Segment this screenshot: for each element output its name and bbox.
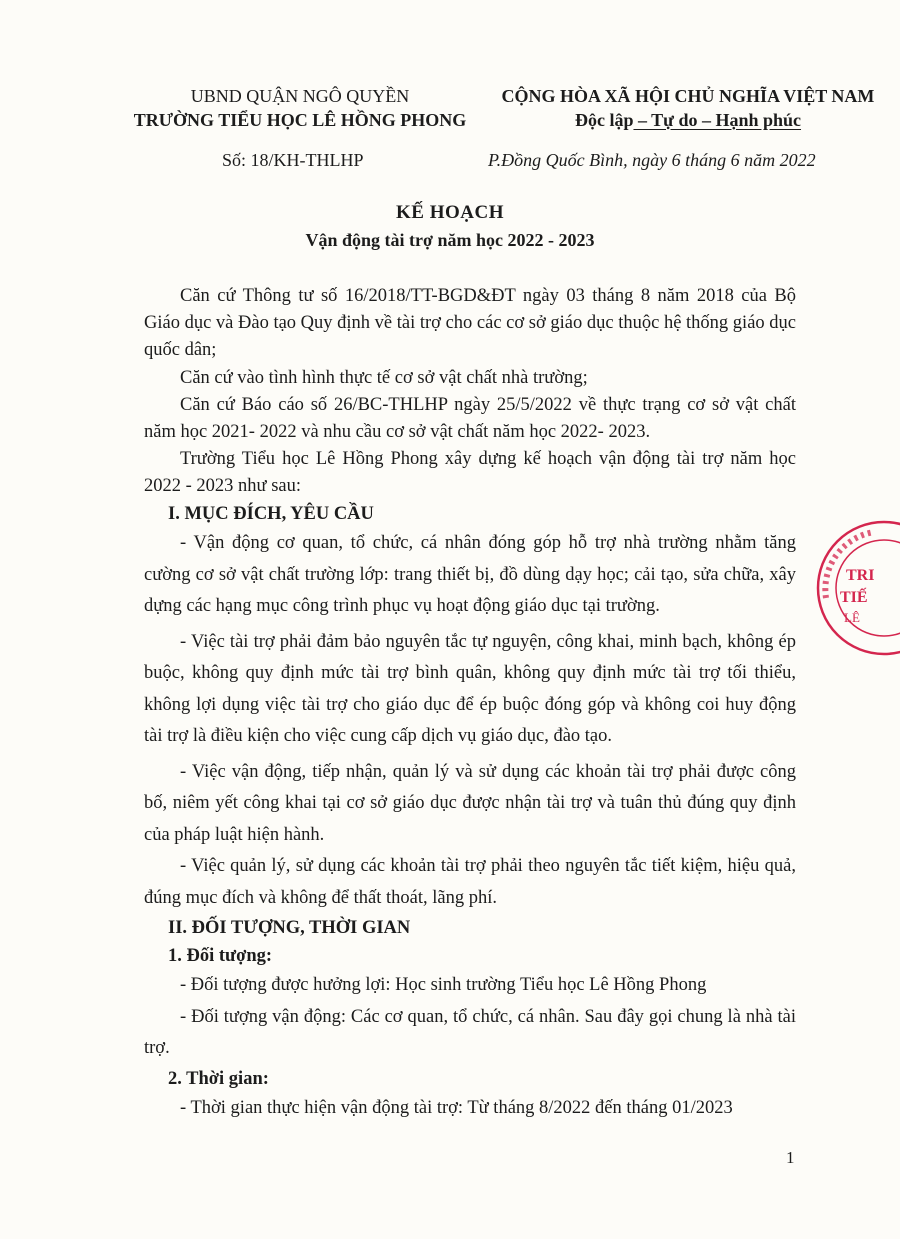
document-subtitle: Vận động tài trợ năm học 2022 - 2023 <box>305 230 595 250</box>
country-name: CỘNG HÒA XÃ HỘI CHỦ NGHĨA VIỆT NAM <box>501 86 875 106</box>
svg-text:LÊ: LÊ <box>844 610 860 625</box>
list-item: - Đối tượng vận động: Các cơ quan, tổ chức, cá nhân. Sau đây gọi chung là nhà tài trợ. <box>144 1006 796 1059</box>
document-title: KẾ HOẠCH <box>396 202 504 223</box>
list-item: - Việc quản lý, sử dụng các khoản tài trợ phải theo nguyên tắc tiết kiệm, hiệu quả, đúng mục đích và không để thất thoát, lãng phí. <box>144 856 796 908</box>
section-heading: I. MỤC ĐÍCH, YÊU CẦU <box>168 504 374 525</box>
intro-paragraph: Căn cứ Thông tư số 16/2018/TT-BGD&ĐT ngày 03 tháng 8 năm 2018 của Bộ Giáo dục và Đào tạo Quy định về tài trợ cho các cơ sở giáo dục thuộc hệ thống giáo dục quốc dân; <box>144 286 796 360</box>
list-item: - Việc tài trợ phải đảm bảo nguyên tắc tự nguyện, công khai, minh bạch, không ép buộc, không quy định mức tài trợ bình quân, không quy định mức tài trợ tối thiểu, không lợi dụng việc tài trợ cho giáo dục để ép buộc đóng góp và không coi huy động tài trợ là điều kiện cho việc cung cấp dịch vụ giáo dục, đào tạo. <box>144 631 796 747</box>
motto-part-b: – Tự do – Hạnh phúc <box>633 110 802 130</box>
intro-paragraph: Trường Tiểu học Lê Hồng Phong xây dựng kế hoạch vận động tài trợ năm học 2022 - 2023 như sau: <box>144 449 796 497</box>
list-item: - Vận động cơ quan, tổ chức, cá nhân đóng góp hỗ trợ nhà trường nhằm tăng cường cơ sở vật chất trường lớp: trang thiết bị, đồ dùng dạy học; cải tạo, sửa chữa, xây dựng các hạng mục công trình phục vụ hoạt động giáo dục tại trường. <box>144 533 796 617</box>
section-heading: II. ĐỐI TƯỢNG, THỜI GIAN <box>168 918 411 939</box>
district-committee: UBND QUẬN NGÔ QUYỀN <box>190 86 410 106</box>
national-motto <box>478 84 898 132</box>
subsection-heading: 2. Thời gian: <box>168 1068 269 1089</box>
intro-paragraph: Căn cứ vào tình hình thực tế cơ sở vật chất nhà trường; <box>180 368 588 388</box>
list-item: - Đối tượng được hưởng lợi: Học sinh trường Tiểu học Lê Hồng Phong <box>180 975 707 996</box>
svg-text:TRI: TRI <box>846 567 875 584</box>
school-name <box>120 108 480 132</box>
issuing-authority <box>120 84 480 132</box>
subsection-heading: 1. Đối tượng: <box>168 946 273 967</box>
official-seal-icon <box>814 518 900 658</box>
motto-part-a: Độc lập <box>574 110 634 130</box>
intro-paragraph: Căn cứ Báo cáo số 26/BC-THLHP ngày 25/5/2022 về thực trạng cơ sở vật chất năm học 2021- 2022 và nhu cầu cơ sở vật chất năm học 2022- 2023. <box>144 395 796 443</box>
document-body <box>144 283 796 1124</box>
school-name-text: TRƯỜNG TIỂU HỌC LÊ HỒNG PHONG <box>133 110 467 130</box>
list-item: - Thời gian thực hiện vận động tài trợ: Từ tháng 8/2022 đến tháng 01/2023 <box>180 1097 733 1118</box>
list-item: - Việc vận động, tiếp nhận, quản lý và sử dụng các khoản tài trợ phải được công bố, niêm yết công khai tại cơ sở giáo dục được nhận tài trợ và tuân thủ đúng quy định của pháp luật hiện hành. <box>144 761 796 845</box>
motto <box>478 108 898 132</box>
document-number: Số: 18/KH-THLHP <box>222 150 364 170</box>
svg-text:TIẾ: TIẾ <box>840 589 868 606</box>
page-number: 1 <box>786 1148 795 1167</box>
document-date: P.Đồng Quốc Bình, ngày 6 tháng 6 năm 2022 <box>488 150 816 170</box>
